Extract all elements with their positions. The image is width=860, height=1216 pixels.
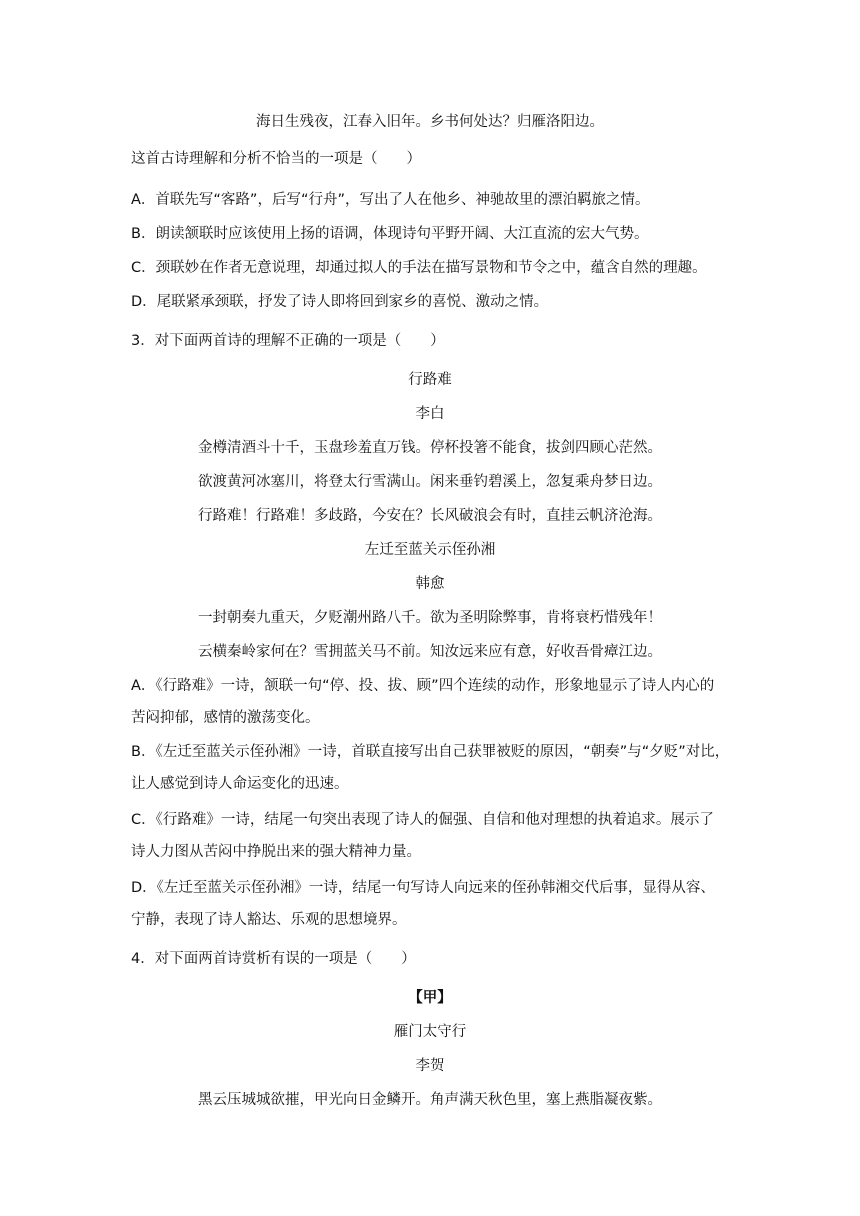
- poem-line: 黑云压城城欲摧，甲光向日金鳞开。角声满天秋色里，塞上燕脂凝夜紫。: [198, 1092, 662, 1108]
- poem-title: 雁门太守行: [393, 1024, 467, 1040]
- option-c: C．颈联妙在作者无意说理，却通过拟人的手法在描写景物和节令之中，蕴含自然的理趣。: [131, 260, 707, 276]
- poem-line: 海日生残夜，江春入旧年。乡书何处达？归雁洛阳边。: [256, 114, 604, 130]
- poem-title: 左迁至蓝关示侄孙湘: [364, 542, 496, 558]
- option-d-cont: 宁静，表现了诗人豁达、乐观的思想境界。: [131, 912, 407, 928]
- option-d: D．尾联紧承颈联，抒发了诗人即将回到家乡的喜悦、激动之情。: [131, 294, 549, 310]
- option-b: B．朗读颔联时应该使用上扬的语调，体现诗句平野开阔、大江直流的宏大气势。: [131, 226, 649, 242]
- poem-author: 李白: [415, 406, 445, 422]
- option-a-cont: 苦闷抑郁，感情的激荡变化。: [131, 710, 320, 726]
- poem-line: 金樽清酒斗十千，玉盘珍羞直万钱。停杯投箸不能食，拔剑四顾心茫然。: [198, 440, 662, 456]
- poem-author: 李贺: [415, 1058, 445, 1074]
- poem-line: 行路难！行路难！多歧路，今安在？长风破浪会有时，直挂云帆济沧海。: [198, 508, 662, 524]
- option-c-cont: 诗人力图从苦闷中挣脱出来的强大精神力量。: [131, 844, 421, 860]
- question-stem: 4．对下面两首诗赏析有误的一项是（ ）: [131, 951, 416, 967]
- option-d: D．《左迁至蓝关示侄孙湘》一诗，结尾一句写诗人向远来的侄孙韩湘交代后事，显得从容、: [131, 880, 715, 896]
- poem-line: 云横秦岭家何在？雪拥蓝关马不前。知汝远来应有意，好收吾骨瘴江边。: [198, 644, 662, 660]
- question-stem: 3．对下面两首诗的理解不正确的一项是（ ）: [131, 333, 445, 349]
- poem-line: 一封朝奏九重天，夕贬潮州路八千。欲为圣明除弊事，肯将衰朽惜残年！: [198, 610, 662, 626]
- option-b-cont: 让人感觉到诗人命运变化的迅速。: [131, 776, 349, 792]
- poem-author: 韩愈: [415, 576, 445, 592]
- option-b: B．《左迁至蓝关示侄孙湘》一诗，首联直接写出自己获罪被贬的原因，“朝奏”与“夕贬”对比，: [131, 744, 730, 760]
- poem-line: 欲渡黄河冰塞川，将登太行雪满山。闲来垂钓碧溪上，忽复乘舟梦日边。: [198, 474, 662, 490]
- poem-title: 行路难: [408, 372, 452, 388]
- option-a: A．首联先写“客路”，后写“行舟”，写出了人在他乡、神驰故里的漂泊羁旅之情。: [131, 192, 650, 208]
- question-stem: 这首古诗理解和分析不恰当的一项是（ ）: [131, 151, 421, 167]
- option-a: A．《行路难》一诗，颔联一句“停、投、拔、顾”四个连续的动作，形象地显示了诗人内心的: [131, 678, 715, 694]
- section-label: 【甲】: [408, 990, 452, 1006]
- option-c: C．《行路难》一诗，结尾一句突出表现了诗人的倔强、自信和他对理想的执着追求。展示了: [131, 812, 714, 828]
